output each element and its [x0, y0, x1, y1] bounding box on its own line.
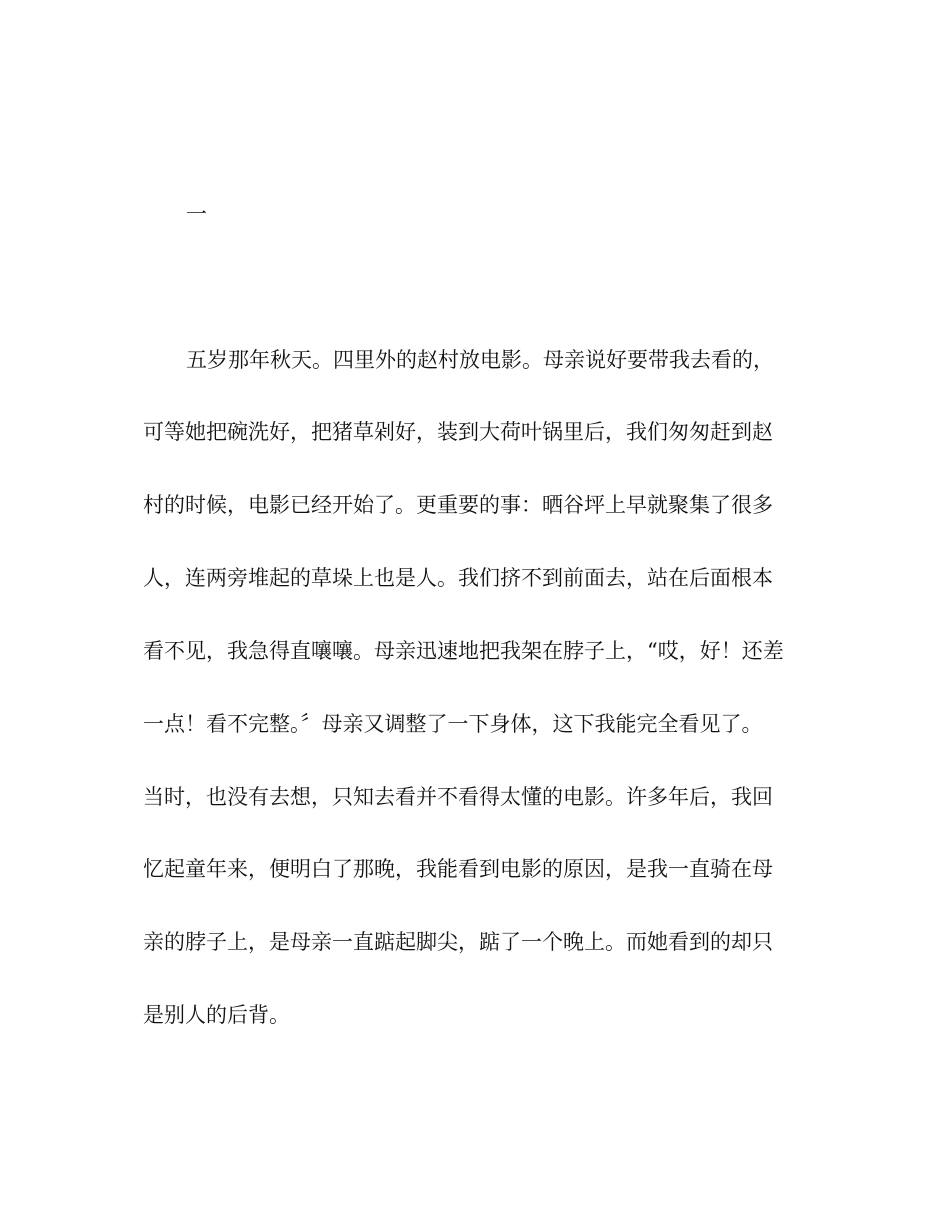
paragraph-line-6: 一点！看不完整。〞母亲又调整了一下身体，这下我能完全看见了。 [143, 712, 763, 736]
paragraph-line-7: 当时，也没有去想，只知去看并不看得太懂的电影。许多年后，我回 [143, 785, 773, 809]
section-number: 一 [186, 202, 207, 226]
paragraph-line-10: 是别人的后背。 [143, 1003, 290, 1027]
paragraph-line-1: 五岁那年秋天。四里外的赵村放电影。母亲说好要带我去看的， [186, 348, 774, 372]
paragraph-line-9: 亲的脖子上，是母亲一直踮起脚尖，踮了一个晚上。而她看到的却只 [143, 930, 773, 954]
paragraph-line-5: 看不见，我急得直嚷嚷。母亲迅速地把我架在脖子上，“哎，好！还差 [143, 639, 784, 663]
paragraph-line-8: 忆起童年来，便明白了那晚，我能看到电影的原因，是我一直骑在母 [143, 857, 773, 881]
paragraph-line-2: 可等她把碗洗好，把猪草剁好，装到大荷叶锅里后，我们匆匆赶到赵 [143, 420, 773, 444]
paragraph-line-3: 村的时候，电影已经开始了。更重要的事：晒谷坪上早就聚集了很多 [143, 493, 773, 517]
paragraph-line-4: 人，连两旁堆起的草垛上也是人。我们挤不到前面去，站在后面根本 [143, 566, 773, 590]
